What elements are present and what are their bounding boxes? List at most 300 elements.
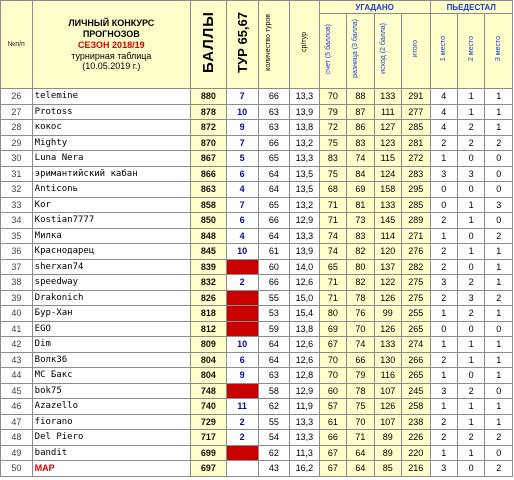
table-row xyxy=(1,461,513,477)
points: 839 xyxy=(190,259,226,275)
points: 866 xyxy=(190,166,226,182)
guessed-outcome: 133 xyxy=(374,89,401,105)
points: 809 xyxy=(190,337,226,353)
podium-header: ПЬЕДЕСТАЛ xyxy=(430,1,512,14)
place3-count: 1 xyxy=(485,120,513,136)
player-name: Kor xyxy=(32,197,190,213)
player-name: кокос xyxy=(32,120,190,136)
tour-points xyxy=(226,445,258,461)
tour-points: 2 xyxy=(226,414,258,430)
title-line1: ЛИЧНЫЙ КОНКУРС xyxy=(68,18,155,28)
tour-points: 10 xyxy=(226,104,258,120)
guessed-outcome: 89 xyxy=(374,445,401,461)
place3-count: 1 xyxy=(485,89,513,105)
table-body xyxy=(1,89,513,477)
tour-points xyxy=(226,321,258,337)
guessed-score: 65 xyxy=(319,259,346,275)
guessed-diff: 64 xyxy=(347,445,374,461)
guessed-diff: 75 xyxy=(347,399,374,415)
place1-count: 2 xyxy=(430,259,457,275)
guessed-total: 276 xyxy=(402,244,431,260)
guessed-total: 238 xyxy=(402,414,431,430)
guessed-diff: 82 xyxy=(347,244,374,260)
avg-per-tour: 12,6 xyxy=(290,275,320,291)
guessed-total: 275 xyxy=(402,290,431,306)
guessed-score: 69 xyxy=(319,321,346,337)
avg-per-tour: 13,9 xyxy=(290,104,320,120)
place2-count: 0 xyxy=(457,151,484,167)
avg-per-tour: 13,3 xyxy=(290,151,320,167)
place2-count: 3 xyxy=(457,166,484,182)
guessed-outcome: 130 xyxy=(374,352,401,368)
row-number: 38 xyxy=(1,275,33,291)
points: 729 xyxy=(190,414,226,430)
guessed-outcome: 124 xyxy=(374,166,401,182)
tour-points: 4 xyxy=(226,182,258,198)
guessed-outcome: 133 xyxy=(374,337,401,353)
points: 845 xyxy=(190,244,226,260)
tur-header: ТУР 65,67 xyxy=(226,1,258,89)
tours-count: 59 xyxy=(258,321,290,337)
tour-points: 4 xyxy=(226,228,258,244)
guessed-outcome: 158 xyxy=(374,182,401,198)
guessed-diff: 79 xyxy=(347,368,374,384)
player-name: telemine xyxy=(32,89,190,105)
avg-per-tour: 13,9 xyxy=(290,244,320,260)
guessed-score: 79 xyxy=(319,104,346,120)
place2-count: 1 xyxy=(457,414,484,430)
player-name: bandit xyxy=(32,445,190,461)
guessed-score: 71 xyxy=(319,275,346,291)
tours-count: 64 xyxy=(258,352,290,368)
place2-count: 2 xyxy=(457,120,484,136)
season-label: СЕЗОН 2018/19 xyxy=(78,40,145,50)
place3-count: 1 xyxy=(485,244,513,260)
points: 878 xyxy=(190,104,226,120)
tour-points: 10 xyxy=(226,337,258,353)
table-header xyxy=(1,1,513,89)
place1-count: 0 xyxy=(430,321,457,337)
tours-count: 65 xyxy=(258,197,290,213)
avg-per-tour: 14,0 xyxy=(290,259,320,275)
avg-per-tour: 12,6 xyxy=(290,352,320,368)
place1-count: 3 xyxy=(430,383,457,399)
guessed-outcome: 126 xyxy=(374,399,401,415)
guessed-total: 285 xyxy=(402,120,431,136)
guessed-score: 70 xyxy=(319,89,346,105)
row-number: 29 xyxy=(1,135,33,151)
table-row xyxy=(1,430,513,446)
points: 850 xyxy=(190,213,226,229)
place1-count: 0 xyxy=(430,197,457,213)
place2-count: 1 xyxy=(457,399,484,415)
tours-count: 66 xyxy=(258,213,290,229)
row-number: 34 xyxy=(1,213,33,229)
place3-count: 1 xyxy=(485,337,513,353)
guessed-score: 60 xyxy=(319,383,346,399)
table-row xyxy=(1,213,513,229)
place1-count: 4 xyxy=(430,120,457,136)
place3-count: 2 xyxy=(485,228,513,244)
tours-count: 66 xyxy=(258,275,290,291)
avg-per-tour: 13,3 xyxy=(290,414,320,430)
guessed-outcome: 122 xyxy=(374,275,401,291)
place1-count: 3 xyxy=(430,166,457,182)
place2-count: 0 xyxy=(457,259,484,275)
row-number: 44 xyxy=(1,368,33,384)
place1-count: 1 xyxy=(430,368,457,384)
table-row xyxy=(1,135,513,151)
player-name: fiorano xyxy=(32,414,190,430)
guessed-total: 271 xyxy=(402,228,431,244)
table-row xyxy=(1,182,513,198)
avg-per-tour: 12,9 xyxy=(290,383,320,399)
place1-count: 1 xyxy=(430,337,457,353)
place2-count: 1 xyxy=(457,213,484,229)
points: 832 xyxy=(190,275,226,291)
guessed-outcome: 120 xyxy=(374,244,401,260)
table-row xyxy=(1,383,513,399)
guessed-score: 74 xyxy=(319,228,346,244)
table-row xyxy=(1,414,513,430)
points: 717 xyxy=(190,430,226,446)
avg-per-tour: 12,6 xyxy=(290,337,320,353)
table-row xyxy=(1,337,513,353)
tours-count: 64 xyxy=(258,228,290,244)
subtitle-line1: турнирная таблица xyxy=(71,51,152,61)
tour-points: 11 xyxy=(226,399,258,415)
row-number: 30 xyxy=(1,151,33,167)
guessed-outcome: 114 xyxy=(374,228,401,244)
place1-count: 2 xyxy=(430,290,457,306)
guessed-score: 67 xyxy=(319,337,346,353)
avg-per-tour: 13,5 xyxy=(290,166,320,182)
guessed-outcome: 127 xyxy=(374,120,401,136)
avg-per-tour: 11,9 xyxy=(290,399,320,415)
place2-count: 1 xyxy=(457,197,484,213)
subtitle-line2: (10.05.2019 г.) xyxy=(82,61,141,71)
tours-count: 63 xyxy=(258,120,290,136)
table-row xyxy=(1,445,513,461)
place3-count: 1 xyxy=(485,259,513,275)
place1-count: 3 xyxy=(430,275,457,291)
row-number: 49 xyxy=(1,445,33,461)
points: 826 xyxy=(190,290,226,306)
player-name: Mighty xyxy=(32,135,190,151)
place2-count: 0 xyxy=(457,228,484,244)
place2-count: 2 xyxy=(457,383,484,399)
balls-header: БАЛЛЫ xyxy=(190,1,226,89)
guessed-score: 71 xyxy=(319,213,346,229)
tour-points xyxy=(226,383,258,399)
guessed-score: 75 xyxy=(319,166,346,182)
guessed-diff: 88 xyxy=(347,89,374,105)
guessed-total: 272 xyxy=(402,151,431,167)
avg-per-tour: 13,8 xyxy=(290,321,320,337)
row-number: 33 xyxy=(1,197,33,213)
tours-count: 58 xyxy=(258,383,290,399)
tour-points xyxy=(226,306,258,322)
place1-count: 2 xyxy=(430,414,457,430)
points: 699 xyxy=(190,445,226,461)
guessed-score: 71 xyxy=(319,197,346,213)
guessed-diff: 76 xyxy=(347,306,374,322)
place1-count: 1 xyxy=(430,445,457,461)
points: 848 xyxy=(190,228,226,244)
place1-count: 2 xyxy=(430,135,457,151)
place2-count: 1 xyxy=(457,104,484,120)
tours-count: 60 xyxy=(258,259,290,275)
place3-count: 1 xyxy=(485,306,513,322)
place3-count: 0 xyxy=(485,182,513,198)
tours-count: 43 xyxy=(258,461,290,477)
player-name: bok75 xyxy=(32,383,190,399)
place3-count: 1 xyxy=(485,414,513,430)
guessed-score: 70 xyxy=(319,352,346,368)
num-header: №п/п xyxy=(1,1,33,89)
points: 858 xyxy=(190,197,226,213)
points: 867 xyxy=(190,151,226,167)
tour-points: 9 xyxy=(226,368,258,384)
place2-count: 2 xyxy=(457,306,484,322)
guessed-diff: 83 xyxy=(347,135,374,151)
place2-count: 1 xyxy=(457,445,484,461)
guessed-total: 295 xyxy=(402,182,431,198)
player-name: Dim xyxy=(32,337,190,353)
row-number: 37 xyxy=(1,259,33,275)
row-number: 32 xyxy=(1,182,33,198)
avg-per-tour: 16,2 xyxy=(290,461,320,477)
player-name: МС Бакс xyxy=(32,368,190,384)
place3-count: 1 xyxy=(485,275,513,291)
row-number: 47 xyxy=(1,414,33,430)
avg-per-tour: 11,3 xyxy=(290,445,320,461)
points: 870 xyxy=(190,135,226,151)
tours-count: 53 xyxy=(258,306,290,322)
tours-count: 62 xyxy=(258,399,290,415)
guessed-score: 67 xyxy=(319,445,346,461)
guessed-score: 75 xyxy=(319,135,346,151)
guessed-diff: 80 xyxy=(347,259,374,275)
row-number: 43 xyxy=(1,352,33,368)
guessed-diff: 74 xyxy=(347,337,374,353)
guessed-total: 282 xyxy=(402,259,431,275)
tours-count: 55 xyxy=(258,290,290,306)
row-number: 42 xyxy=(1,337,33,353)
avg-per-tour: 12,8 xyxy=(290,368,320,384)
guessed-total: 226 xyxy=(402,430,431,446)
place2-count: 3 xyxy=(457,290,484,306)
guessed-diff: 78 xyxy=(347,383,374,399)
guessed-diff: 70 xyxy=(347,414,374,430)
tour-points: 7 xyxy=(226,89,258,105)
tours-count: 64 xyxy=(258,337,290,353)
guessed-total: 289 xyxy=(402,213,431,229)
table-row xyxy=(1,228,513,244)
place1-count: 3 xyxy=(430,461,457,477)
row-number: 50 xyxy=(1,461,33,477)
tour-points: 6 xyxy=(226,213,258,229)
avg-per-tour: 13,2 xyxy=(290,197,320,213)
table-row xyxy=(1,321,513,337)
tours-count: 64 xyxy=(258,182,290,198)
guessed-total: 291 xyxy=(402,89,431,105)
guessed-outcome: 133 xyxy=(374,197,401,213)
place1-header: 1 место xyxy=(430,14,457,89)
guessed-total: 274 xyxy=(402,337,431,353)
tours-count: 64 xyxy=(258,166,290,182)
guessed-outcome: 145 xyxy=(374,213,401,229)
guessed-total: 277 xyxy=(402,104,431,120)
table-row xyxy=(1,306,513,322)
place3-count: 1 xyxy=(485,368,513,384)
guessed-total: 216 xyxy=(402,461,431,477)
place3-header: 3 место xyxy=(485,14,513,89)
player-name: speedway xyxy=(32,275,190,291)
points: 872 xyxy=(190,120,226,136)
place2-count: 0 xyxy=(457,461,484,477)
player-name: Краснодарец xyxy=(32,244,190,260)
guessed-total: 258 xyxy=(402,399,431,415)
table-row xyxy=(1,166,513,182)
tours-count: 66 xyxy=(258,89,290,105)
tours-count: 66 xyxy=(258,135,290,151)
player-name: МАР xyxy=(32,461,190,477)
guessed-diff: 71 xyxy=(347,430,374,446)
player-name: Волк36 xyxy=(32,352,190,368)
table-row xyxy=(1,399,513,415)
player-name: sherxan74 xyxy=(32,259,190,275)
place2-count: 0 xyxy=(457,182,484,198)
place1-count: 1 xyxy=(430,151,457,167)
guessed-total: 266 xyxy=(402,352,431,368)
tour-points: 9 xyxy=(226,120,258,136)
tour-points: 2 xyxy=(226,275,258,291)
place2-count: 1 xyxy=(457,337,484,353)
player-name: Drakonich xyxy=(32,290,190,306)
avg-per-tour: 13,2 xyxy=(290,135,320,151)
guessed-outcome: 116 xyxy=(374,368,401,384)
tour-points: 10 xyxy=(226,244,258,260)
tours-count: 65 xyxy=(258,151,290,167)
place3-count: 1 xyxy=(485,104,513,120)
avg-per-tour: 13,5 xyxy=(290,182,320,198)
place2-count: 0 xyxy=(457,368,484,384)
place2-count: 1 xyxy=(457,352,484,368)
place1-count: 4 xyxy=(430,104,457,120)
player-name: Kostian7777 xyxy=(32,213,190,229)
tours-count: 62 xyxy=(258,445,290,461)
row-number: 27 xyxy=(1,104,33,120)
avg-per-tour: 12,9 xyxy=(290,213,320,229)
place1-count: 2 xyxy=(430,430,457,446)
place3-count: 2 xyxy=(485,430,513,446)
guessed-total: 275 xyxy=(402,275,431,291)
guessed-diff: 86 xyxy=(347,120,374,136)
tour-points: 7 xyxy=(226,135,258,151)
points: 740 xyxy=(190,399,226,415)
guessed-total: 220 xyxy=(402,445,431,461)
place3-count: 0 xyxy=(485,321,513,337)
place3-count: 1 xyxy=(485,352,513,368)
guessed-outcome: 123 xyxy=(374,135,401,151)
guessed-total: 265 xyxy=(402,368,431,384)
row-number: 41 xyxy=(1,321,33,337)
tour-points: 2 xyxy=(226,430,258,446)
place2-count: 1 xyxy=(457,89,484,105)
table-row xyxy=(1,197,513,213)
table-row xyxy=(1,352,513,368)
place2-count: 2 xyxy=(457,135,484,151)
points: 863 xyxy=(190,182,226,198)
row-number: 39 xyxy=(1,290,33,306)
table-row xyxy=(1,104,513,120)
guessed-outcome: 115 xyxy=(374,151,401,167)
guessed-outcome: 107 xyxy=(374,383,401,399)
points: 748 xyxy=(190,383,226,399)
avg-per-tour: 15,0 xyxy=(290,290,320,306)
guessed-diff: 81 xyxy=(347,197,374,213)
guessed-score: 68 xyxy=(319,182,346,198)
guessed-outcome: 126 xyxy=(374,290,401,306)
table-row xyxy=(1,368,513,384)
place2-count: 1 xyxy=(457,244,484,260)
guessed-score: 74 xyxy=(319,244,346,260)
player-name: EGO xyxy=(32,321,190,337)
guessed-diff: 82 xyxy=(347,275,374,291)
player-name: Luna Nera xyxy=(32,151,190,167)
place1-count: 2 xyxy=(430,244,457,260)
points: 804 xyxy=(190,352,226,368)
guessed-outcome: 107 xyxy=(374,414,401,430)
table-row xyxy=(1,259,513,275)
tours-count: 61 xyxy=(258,244,290,260)
tour-points: 7 xyxy=(226,197,258,213)
guessed-score: 57 xyxy=(319,399,346,415)
guessed-total: 265 xyxy=(402,321,431,337)
guessed-score: 72 xyxy=(319,120,346,136)
tour-points: 5 xyxy=(226,151,258,167)
player-name: эримантийский кабан xyxy=(32,166,190,182)
player-name: Protoss xyxy=(32,104,190,120)
place3-count: 0 xyxy=(485,213,513,229)
points: 804 xyxy=(190,368,226,384)
guessed-diff: 74 xyxy=(347,151,374,167)
guessed-diff: 73 xyxy=(347,213,374,229)
tours-count-header: количество туров xyxy=(258,1,290,89)
row-number: 48 xyxy=(1,430,33,446)
place3-count: 0 xyxy=(485,151,513,167)
title-block xyxy=(32,1,190,89)
diff-col-header: разница (3 балла) xyxy=(347,14,374,89)
score-col-header: счет (5 баллов) xyxy=(319,14,346,89)
guessed-total: 255 xyxy=(402,306,431,322)
row-number: 40 xyxy=(1,306,33,322)
points: 818 xyxy=(190,306,226,322)
title-line2: ПРОГНОЗОВ xyxy=(82,29,140,39)
guessed-total: 283 xyxy=(402,166,431,182)
total-col-header: итого xyxy=(402,14,431,89)
place2-count: 2 xyxy=(457,430,484,446)
guessed-total: 245 xyxy=(402,383,431,399)
guessed-outcome: 89 xyxy=(374,430,401,446)
avg-per-tour: 13,3 xyxy=(290,430,320,446)
guessed-outcome: 85 xyxy=(374,461,401,477)
place1-count: 4 xyxy=(430,89,457,105)
guessed-score: 80 xyxy=(319,306,346,322)
place3-count: 1 xyxy=(485,399,513,415)
outcome-col-header: исход (2 балла) xyxy=(374,14,401,89)
